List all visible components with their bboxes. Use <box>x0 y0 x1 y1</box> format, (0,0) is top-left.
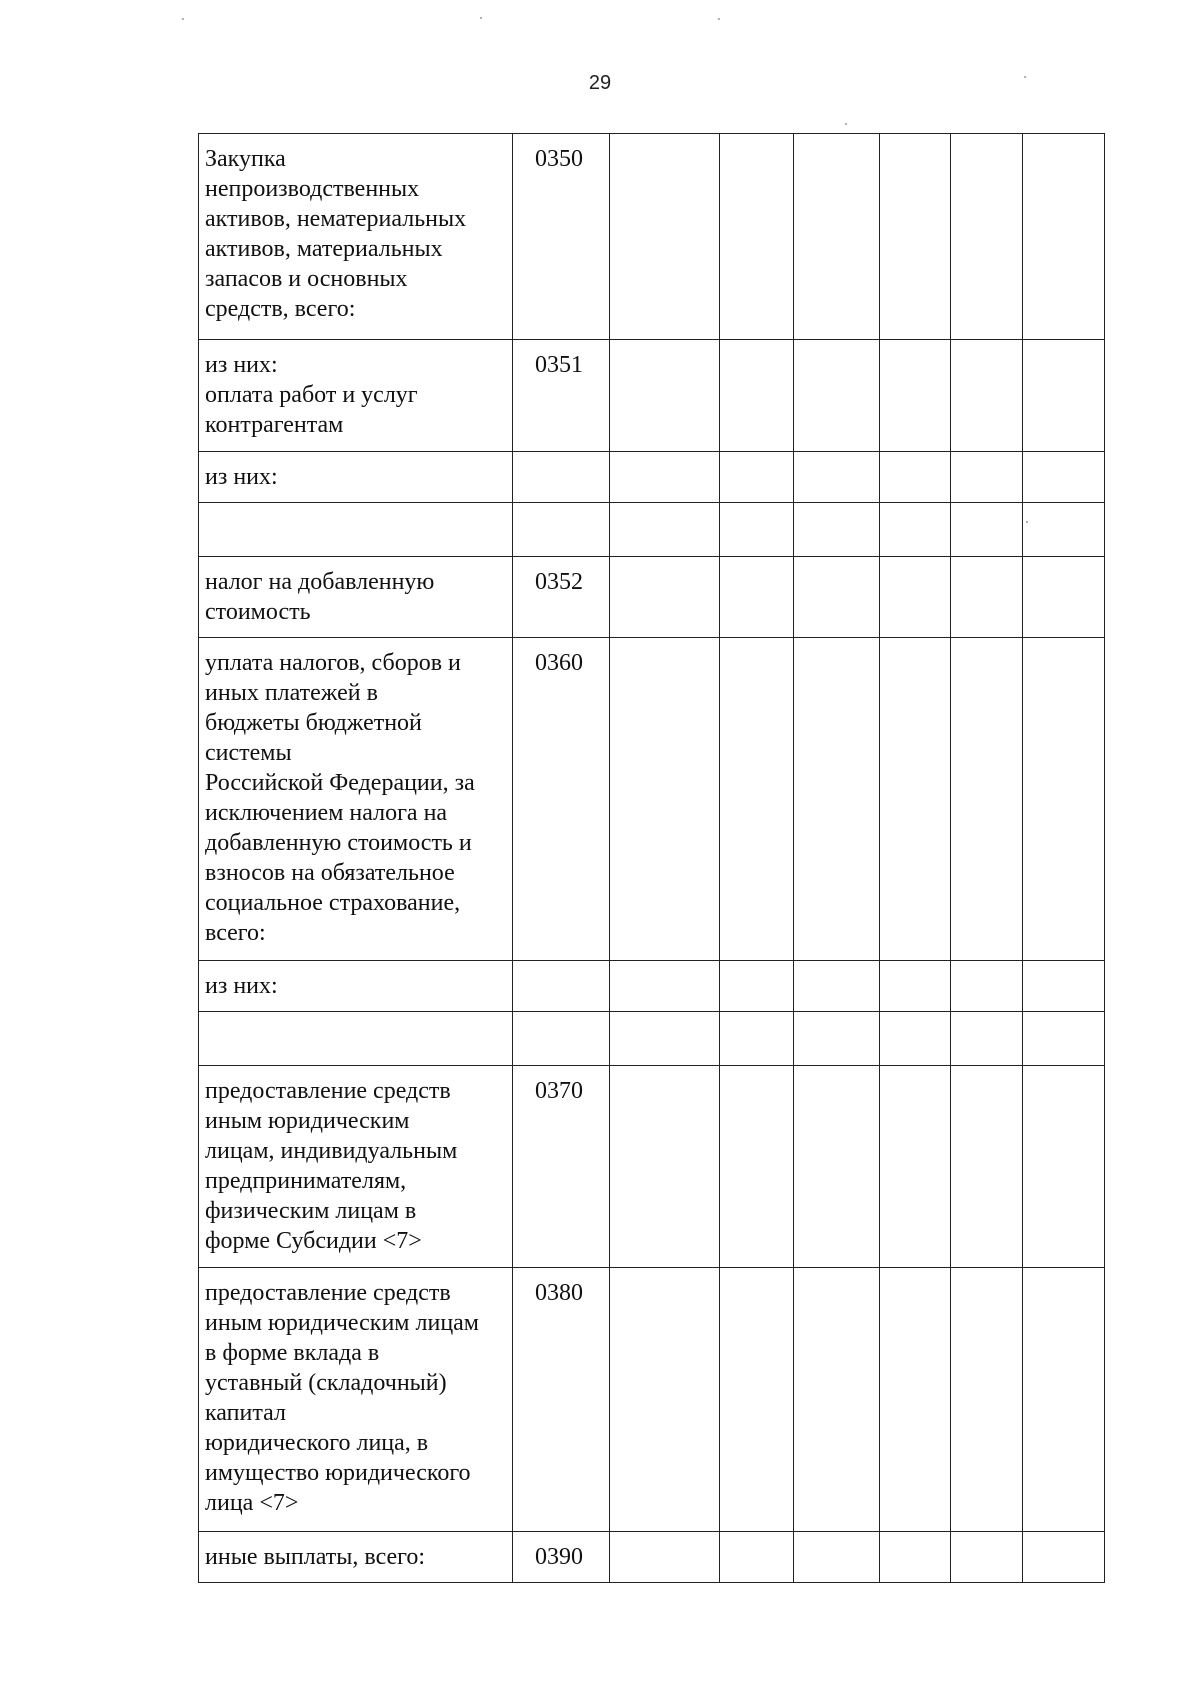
value-cell <box>880 1012 951 1066</box>
description-line: налог на добавленную <box>205 569 435 595</box>
row-code-cell <box>513 1012 610 1066</box>
value-cell <box>720 1066 794 1268</box>
description-line: предоставление средств <box>205 1280 451 1306</box>
value-cell <box>610 503 720 557</box>
value-cell <box>720 1268 794 1532</box>
value-cell <box>951 1532 1023 1583</box>
table-row <box>199 503 1105 557</box>
description-line: лицам, индивидуальным <box>205 1138 458 1164</box>
value-cell <box>880 1066 951 1268</box>
row-description-cell <box>199 1532 513 1583</box>
description-line: форме Субсидии <7> <box>205 1228 422 1254</box>
value-cell <box>951 1012 1023 1066</box>
value-cell <box>610 1268 720 1532</box>
value-cell <box>951 557 1023 638</box>
value-cell <box>610 961 720 1012</box>
description-line: Закупка <box>205 146 286 172</box>
description-line: предпринимателям, <box>205 1168 407 1194</box>
description-line: лица <7> <box>205 1490 299 1516</box>
value-cell <box>880 1532 951 1583</box>
description-line: юридического лица, в <box>205 1430 429 1456</box>
value-cell <box>1023 340 1105 452</box>
value-cell <box>880 452 951 503</box>
value-cell <box>880 134 951 340</box>
value-cell <box>610 1066 720 1268</box>
description-line: иных платежей в <box>205 680 378 706</box>
scan-speck <box>845 123 847 125</box>
value-cell <box>880 557 951 638</box>
value-cell <box>1023 1268 1105 1532</box>
table-row <box>199 557 1105 638</box>
row-description-cell <box>199 638 513 961</box>
row-description-cell <box>199 557 513 638</box>
row-description-cell <box>199 134 513 340</box>
value-cell <box>610 340 720 452</box>
description-line: имущество юридического <box>205 1460 471 1486</box>
description-line: активов, материальных <box>205 236 443 262</box>
description-line: иные выплаты, всего: <box>205 1544 426 1570</box>
table-body <box>199 134 1105 1583</box>
table-row <box>199 1012 1105 1066</box>
description-line: иным юридическим <box>205 1108 410 1134</box>
description-line: бюджеты бюджетной <box>205 710 422 736</box>
description-line: запасов и основных <box>205 266 408 292</box>
description-line: непроизводственных <box>205 176 420 202</box>
report-table <box>198 133 1105 1583</box>
value-cell <box>880 961 951 1012</box>
value-cell <box>794 1066 880 1268</box>
row-description-cell <box>199 503 513 557</box>
value-cell <box>720 1532 794 1583</box>
table-row <box>199 134 1105 340</box>
row-description-cell <box>199 452 513 503</box>
description-line: активов, нематериальных <box>205 206 467 232</box>
row-code-cell <box>513 452 610 503</box>
value-cell <box>794 1268 880 1532</box>
row-code-cell: 0360 <box>513 638 610 961</box>
value-cell <box>1023 1012 1105 1066</box>
description-line: оплата работ и услуг <box>205 382 418 408</box>
value-cell <box>951 452 1023 503</box>
value-cell <box>1023 961 1105 1012</box>
description-line: уплата налогов, сборов и <box>205 650 461 676</box>
value-cell <box>720 557 794 638</box>
value-cell <box>794 961 880 1012</box>
value-cell <box>880 638 951 961</box>
row-code-cell: 0350 <box>513 134 610 340</box>
value-cell <box>610 1012 720 1066</box>
row-description-cell <box>199 961 513 1012</box>
value-cell <box>610 452 720 503</box>
table-row <box>199 638 1105 961</box>
value-cell <box>880 1268 951 1532</box>
row-code-cell: 0380 <box>513 1268 610 1532</box>
value-cell <box>794 557 880 638</box>
scan-speck <box>718 18 720 20</box>
description-line: средств, всего: <box>205 296 356 322</box>
value-cell <box>794 1012 880 1066</box>
description-line: системы <box>205 740 292 766</box>
value-cell <box>720 638 794 961</box>
value-cell <box>794 638 880 961</box>
value-cell <box>794 452 880 503</box>
row-description-cell <box>199 1066 513 1268</box>
value-cell <box>951 134 1023 340</box>
value-cell <box>1023 503 1105 557</box>
row-code-cell: 0351 <box>513 340 610 452</box>
row-code-cell: 0370 <box>513 1066 610 1268</box>
value-cell <box>610 134 720 340</box>
description-line: в форме вклада в <box>205 1340 380 1366</box>
value-cell <box>880 340 951 452</box>
table-row <box>199 340 1105 452</box>
description-line: из них: <box>205 464 278 490</box>
description-line: из них: <box>205 352 278 378</box>
description-line: уставный (складочный) <box>205 1370 447 1396</box>
scan-speck <box>1024 76 1026 78</box>
value-cell <box>794 503 880 557</box>
table-row <box>199 1532 1105 1583</box>
value-cell <box>951 1066 1023 1268</box>
description-line: из них: <box>205 973 278 999</box>
description-line: иным юридическим лицам <box>205 1310 479 1336</box>
row-code-cell <box>513 961 610 1012</box>
table-row <box>199 1268 1105 1532</box>
table-row <box>199 1066 1105 1268</box>
value-cell <box>951 503 1023 557</box>
value-cell <box>951 638 1023 961</box>
description-line: добавленную стоимость и <box>205 830 472 856</box>
page-number: 29 <box>588 72 612 94</box>
description-line: взносов на обязательное <box>205 860 455 886</box>
value-cell <box>1023 1532 1105 1583</box>
row-code-cell: 0390 <box>513 1532 610 1583</box>
value-cell <box>880 503 951 557</box>
value-cell <box>1023 557 1105 638</box>
row-code-cell <box>513 503 610 557</box>
value-cell <box>951 961 1023 1012</box>
value-cell <box>720 961 794 1012</box>
value-cell <box>610 1532 720 1583</box>
table-row <box>199 452 1105 503</box>
description-line: Российской Федерации, за <box>205 770 475 796</box>
scan-speck <box>182 18 184 20</box>
value-cell <box>1023 638 1105 961</box>
table-row <box>199 961 1105 1012</box>
value-cell <box>720 134 794 340</box>
description-line: физическим лицам в <box>205 1198 417 1224</box>
value-cell <box>1023 1066 1105 1268</box>
value-cell <box>610 638 720 961</box>
value-cell <box>1023 452 1105 503</box>
row-description-cell <box>199 1268 513 1532</box>
value-cell <box>951 1268 1023 1532</box>
scan-speck <box>480 17 482 19</box>
row-description-cell <box>199 1012 513 1066</box>
value-cell <box>794 1532 880 1583</box>
row-description-cell <box>199 340 513 452</box>
value-cell <box>720 503 794 557</box>
description-line: контрагентам <box>205 412 344 438</box>
value-cell <box>951 340 1023 452</box>
value-cell <box>720 340 794 452</box>
description-line: социальное страхование, <box>205 890 461 916</box>
value-cell <box>720 1012 794 1066</box>
description-line: предоставление средств <box>205 1078 451 1104</box>
description-line: исключением налога на <box>205 800 448 826</box>
value-cell <box>1023 134 1105 340</box>
description-line: всего: <box>205 920 266 946</box>
value-cell <box>794 134 880 340</box>
value-cell <box>720 452 794 503</box>
row-code-cell: 0352 <box>513 557 610 638</box>
value-cell <box>610 557 720 638</box>
description-line: капитал <box>205 1400 286 1426</box>
description-line: стоимость <box>205 599 311 625</box>
value-cell <box>794 340 880 452</box>
